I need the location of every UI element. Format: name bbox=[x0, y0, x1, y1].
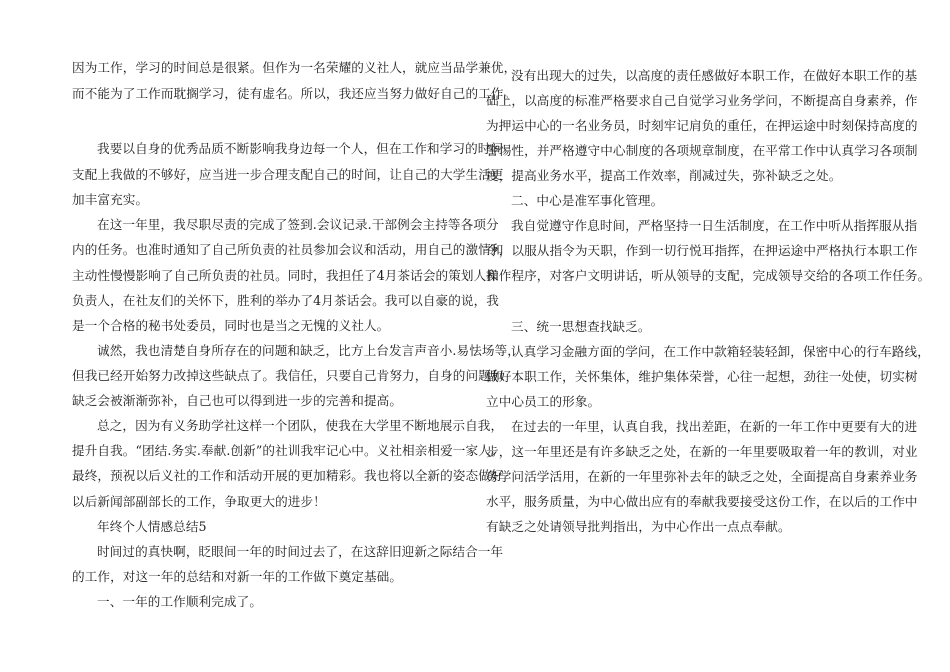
text-line: 做好本职工作，关怀集体，维护集体荣誉，心往一起想，劲往一处使，切实树 bbox=[486, 369, 918, 384]
section-heading: 二、中心是准军事化管理。 bbox=[511, 193, 664, 208]
text-line: 提升自我。“团结.务实.奉献.创新”的社训我牢记心中。义社相亲相爱一家人。 bbox=[72, 443, 504, 458]
text-line: 度，提高业务水平，提高工作效率，削减过失，弥补缺乏之处。 bbox=[486, 168, 842, 183]
text-line: 在这一年里，我尽职尽责的完成了签到.会议记录.干部例会主持等各项分 bbox=[97, 217, 499, 232]
text-line: 而不能为了工作而耽搁学习，徒有虚名。所以，我还应当努力做好自己的工作。 bbox=[72, 86, 517, 101]
text-line: 有缺乏之处请领导批判指出，为中心作出一点点奉献。 bbox=[486, 519, 791, 534]
text-line: 为押运中心的一名业务员，时刻牢记肩负的重任，在押运途中时刻保持高度的 bbox=[486, 118, 918, 133]
section-heading: 一、一年的工作顺利完成了。 bbox=[97, 594, 263, 609]
text-line: 令，以服从指令为天职，作到一切行悦耳指挥，在押运途中严格执行本职工作 bbox=[486, 243, 918, 258]
text-line: 时间过的真快啊，眨眼间一年的时间过去了，在这辞旧迎新之际结合一年 bbox=[97, 544, 504, 559]
text-line: 负责人，在社友们的关怀下，胜利的举办了4月茶话会。我可以自豪的说，我 bbox=[72, 293, 500, 308]
text-line: 因为工作，学习的时间总是很紧。但作为一名荣耀的义社人，就应当品学兼优， bbox=[72, 60, 517, 75]
text-line: 的工作，对这一年的总结和对新一年的工作做下奠定基础。 bbox=[72, 569, 403, 584]
text-line: 务学问活学活用，在新的一年里弥补去年的缺乏之处，全面提高自身素养业务 bbox=[486, 469, 918, 484]
text-line: 立中心员工的形象。 bbox=[486, 394, 601, 409]
text-line: 我要以自身的优秀品质不断影响我身边每一个人，但在工作和学习的时间 bbox=[97, 141, 504, 156]
text-line: 以后新闻部副部长的工作，争取更大的进步！ bbox=[72, 494, 326, 509]
text-line: 操作程序，对客户文明讲话，听从领导的支配，完成领导交给的各项工作任务。 bbox=[486, 268, 931, 283]
text-line: 最终，预祝以后义社的工作和活动开展的更加精彩。我也将以全新的姿态做好 bbox=[72, 468, 504, 483]
text-line: 支配上我做的不够好，应当进一步合理支配自己的时间，让自己的大学生活更 bbox=[72, 167, 504, 182]
section-heading: 三、统一思想查找缺乏。 bbox=[511, 319, 651, 334]
text-line: 水平，服务质量，为中心做出应有的奉献我要接受这份工作，在以后的工作中 bbox=[486, 494, 918, 509]
text-line: 我自觉遵守作息时间，严格坚持一日生活制度，在工作中听从指挥服从指 bbox=[511, 218, 918, 233]
text-line: 是一个合格的秘书处委员，同时也是当之无愧的义社人。 bbox=[72, 318, 390, 333]
text-line: 没有出现大的过失，以高度的责任感做好本职工作，在做好本职工作的基 bbox=[511, 68, 918, 83]
text-line: 总之，因为有义务助学社这样一个团队，使我在大学里不断地展示自我， bbox=[97, 418, 504, 433]
text-line: 警惕性，并严格遵守中心制度的各项规章制度，在平常工作中认真学习各项制 bbox=[486, 143, 918, 158]
section-heading: 年终个人情感总结5 bbox=[97, 519, 207, 534]
text-line: 步，这一年里还是有许多缺乏之处，在新的一年里要吸取着一年的教训，对业 bbox=[486, 444, 918, 459]
text-line: 主动性慢慢影响了自己所负责的社员。同时，我担任了4月茶话会的策划人和 bbox=[72, 268, 500, 283]
text-line: 缺乏会被渐渐弥补，自己也可以得到进一步的完善和提高。 bbox=[72, 393, 403, 408]
text-line: 础上，以高度的标准严格要求自己自觉学习业务学问，不断提高自身素养，作 bbox=[486, 93, 918, 108]
text-line: 内的任务。也准时通知了自己所负责的社员参加会议和活动，用自己的激情和 bbox=[72, 242, 504, 257]
text-line: 加丰富充实。 bbox=[72, 192, 149, 207]
text-line: 在过去的一年里，认真自我，找出差距，在新的一年工作中更要有大的进 bbox=[511, 419, 918, 434]
text-line: 诚然，我也清楚自身所存在的问题和缺乏，比方上台发言声音小.易怯场等， bbox=[97, 343, 520, 358]
text-line: 认真学习金融方面的学问，在工作中款箱轻装轻卸，保密中心的行车路线， bbox=[511, 344, 930, 359]
text-line: 但我已经开始努力改掉这些缺点了。我信任，只要自己肯努力，自身的问题和 bbox=[72, 368, 504, 383]
